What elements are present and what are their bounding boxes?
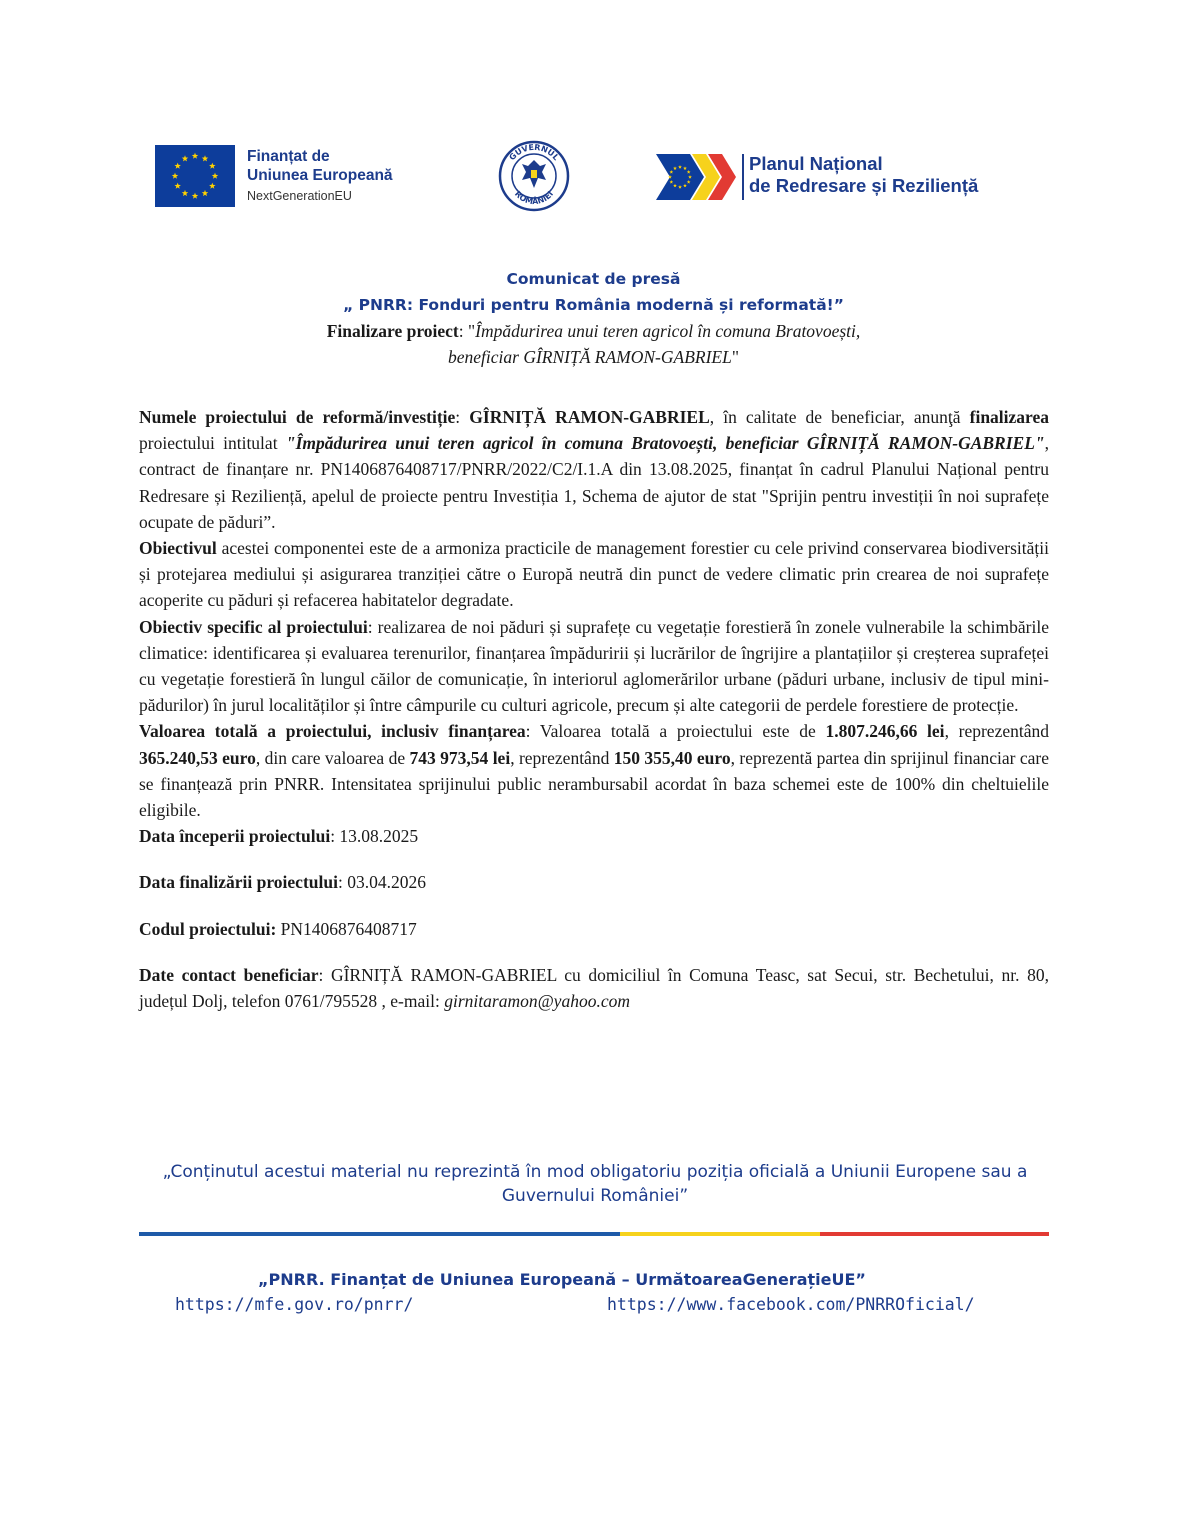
eu-star-icon [202, 155, 208, 161]
total-value-lei: 1.807.246,66 lei [825, 721, 945, 742]
eu-star-icon [174, 183, 180, 189]
total-value-eur: 365.240,53 euro [139, 747, 256, 768]
pnrr-line-2: de Redresare și Reziliență [749, 175, 979, 196]
project-name-text-1: , în calitate de beneficiar, anunţă [709, 407, 970, 427]
project-title: "Împădurirea unui teren agricol în comuna Bratovoești, beneficiar GÎRNIȚĂ RAMON-GABRIEL" [285, 433, 1045, 454]
eu-star-icon [192, 193, 198, 199]
end-date-paragraph [139, 869, 1049, 895]
finalize-line-2 [0, 344, 1187, 370]
tricolor-red [820, 1232, 1049, 1236]
eu-star-icon [192, 153, 198, 159]
tricolor-blue [139, 1232, 620, 1236]
total-value-label: Valoarea totală a proiectului, inclusiv finanțarea [139, 721, 526, 742]
eu-star-icon [209, 183, 215, 189]
start-date-value: : 13.08.2025 [330, 826, 419, 847]
total-value-text-5: , reprezentă partea din sprijinul financiar care se finanțează prin PNRR. Intensitatea sprijinului public nerambursabil acordat în baza schemei este de 100% din cheltuielile eligibile. [139, 747, 1049, 821]
press-release-slogan: „ PNRR: Fonduri pentru România modernă și reformată!” [343, 296, 844, 314]
press-release-title: Comunicat de presă [506, 270, 681, 288]
project-name-label: Numele proiectului de reformă/investiție [139, 407, 456, 427]
pnrr-arrows-icon [656, 152, 738, 202]
pnrr-value-lei: 743 973,54 lei [409, 747, 511, 768]
footer-slogan: „PNRR. Finanțat de Uniunea Europeană – UrmătoareaGenerațieUE” [258, 1270, 866, 1289]
beneficiary-name: GÎRNIȚĂ RAMON-GABRIEL [469, 407, 710, 427]
contact-label: Date contact beneficiar [139, 964, 319, 985]
specific-objective-text: : realizarea de noi păduri și suprafețe cu vegetație forestieră în zonele vulnerabile la schimbările climatice: identificarea și evaluarea terenurilor, finanțarea împăduririi și lucrărilor de îngrijire a plantațiilor și creșterea suprafeței cu vegetație forestieră în lungul căilor de comunicație, în interiorul aglomerărilor urbane (păduri urbane, inclusiv de tipul mini-pădurilor) în jurul localităților și între câmpurile cu culturi agricole, precum și alte categorii de perdele forestiere de protecție. [139, 616, 1049, 716]
project-name-text-2: proiectului intitulat [139, 433, 286, 454]
start-date-label: Data începerii proiectului [139, 826, 331, 847]
finalize-sep: : " [458, 321, 476, 341]
finalize-line [0, 318, 1187, 344]
finalize-title-line-2: beneficiar GÎRNIȚĂ RAMON-GABRIEL [448, 347, 732, 367]
seal-top-text: GUVERNUL [507, 142, 561, 163]
finalize-label: Finalizare proiect [326, 321, 459, 341]
tricolor-yellow [620, 1232, 820, 1236]
svg-text:ROMÂNIEI [513, 189, 555, 206]
total-value-text-3: , din care valoarea de [255, 747, 410, 768]
pnrr-value-eur: 150 355,40 euro [613, 747, 731, 768]
project-code-value: PN1406876408717 [276, 918, 417, 939]
press-release-body [139, 404, 1049, 1014]
end-date-value: : 03.04.2026 [337, 872, 426, 893]
disclaimer: „Conținutul acestui material nu reprezintă în mod obligatoriu poziția oficială a Uniunii Europene sau a Guvernului României” [162, 1162, 1028, 1206]
seal-bottom-text: ROMÂNIEI [512, 189, 556, 207]
pnrr-logo [656, 150, 1036, 210]
finalize-title-line-1: Împădurirea unui teren agricol în comuna Bratovoești, [475, 321, 861, 341]
eu-star-icon [182, 190, 188, 196]
pnrr-divider [742, 154, 744, 200]
project-name-paragraph [139, 404, 1049, 535]
eu-star-icon [172, 173, 178, 179]
pnrr-line-1: Planul Național [749, 153, 883, 174]
government-seal-icon [498, 140, 570, 212]
tricolor-divider [139, 1232, 1049, 1236]
project-name-text-3: , contract de finanțare nr. PN1406876408717/PNRR/2022/C2/I.1.A din 13.08.2025, finanțat în cadrul Planului Național pentru Redresare și Reziliență, apelul de proiecte pentru Investiția 1, Schema de ajutor de stat "Sprijin pentru investiții în noi suprafețe ocupate de păduri”. [139, 433, 1049, 532]
eu-star-icon [174, 163, 180, 169]
start-date-paragraph [139, 823, 1049, 849]
specific-objective-paragraph [139, 614, 1049, 719]
svg-text:GUVERNUL [508, 143, 561, 162]
total-value-text-2: , reprezentând [944, 721, 1049, 742]
eu-flag-icon [155, 145, 235, 207]
eu-line-1: Finanțat de [247, 148, 330, 165]
eu-line-3: NextGenerationEU [247, 189, 352, 203]
objective-label: Obiectivul [139, 538, 217, 559]
end-date-label: Data finalizării proiectului [139, 872, 338, 893]
eu-stars-icon [155, 145, 235, 207]
press-release-heading [0, 266, 1187, 370]
government-seal-logo [498, 140, 570, 212]
contact-email[interactable]: girnitaramon@yahoo.com [444, 991, 630, 1012]
footer-link-mfe[interactable]: https://mfe.gov.ro/pnrr/ [175, 1295, 414, 1314]
eu-star-icon [212, 173, 218, 179]
contact-text: : GÎRNIȚĂ RAMON-GABRIEL cu domiciliul în Comuna Teasc, sat Secui, str. Bechetului, nr. 80, județul Dolj, telefon 0761/795528 , e-mail: [139, 964, 1049, 1012]
total-value-paragraph [139, 718, 1049, 823]
logo-band [0, 0, 1187, 240]
total-value-text-1: : Valoarea totală a proiectului este de [525, 721, 826, 742]
eu-star-icon [182, 155, 188, 161]
objective-text: acestei componentei este de a armoniza practicile de management forestier cu cele privind conservarea biodiversității și protejarea mediului și asigurarea tranziției către o Europă neutră din punct de vedere climatic prin crearea de noi suprafețe acoperite cu păduri și refacerea habitatelor degradate. [139, 538, 1049, 611]
eu-line-2: Uniunea Europeană [247, 167, 393, 184]
contact-paragraph [139, 962, 1049, 1014]
total-value-text-4: , reprezentând [510, 747, 614, 768]
pnrr-logo-text [749, 153, 978, 197]
project-name-sep: : [455, 407, 470, 427]
eu-funding-logo [155, 145, 425, 210]
project-code-label: Codul proiectului: [139, 918, 277, 939]
specific-objective-label: Obiectiv specific al proiectului [139, 616, 368, 637]
finalizarea-word: finalizarea [969, 407, 1050, 427]
eu-star-icon [209, 163, 215, 169]
eu-funding-text [247, 147, 393, 205]
footer-link-facebook[interactable]: https://www.facebook.com/PNRROficial/ [607, 1295, 975, 1314]
project-code-paragraph [139, 916, 1049, 942]
objective-paragraph [139, 535, 1049, 614]
finalize-close: " [731, 347, 739, 367]
eu-star-icon [202, 190, 208, 196]
